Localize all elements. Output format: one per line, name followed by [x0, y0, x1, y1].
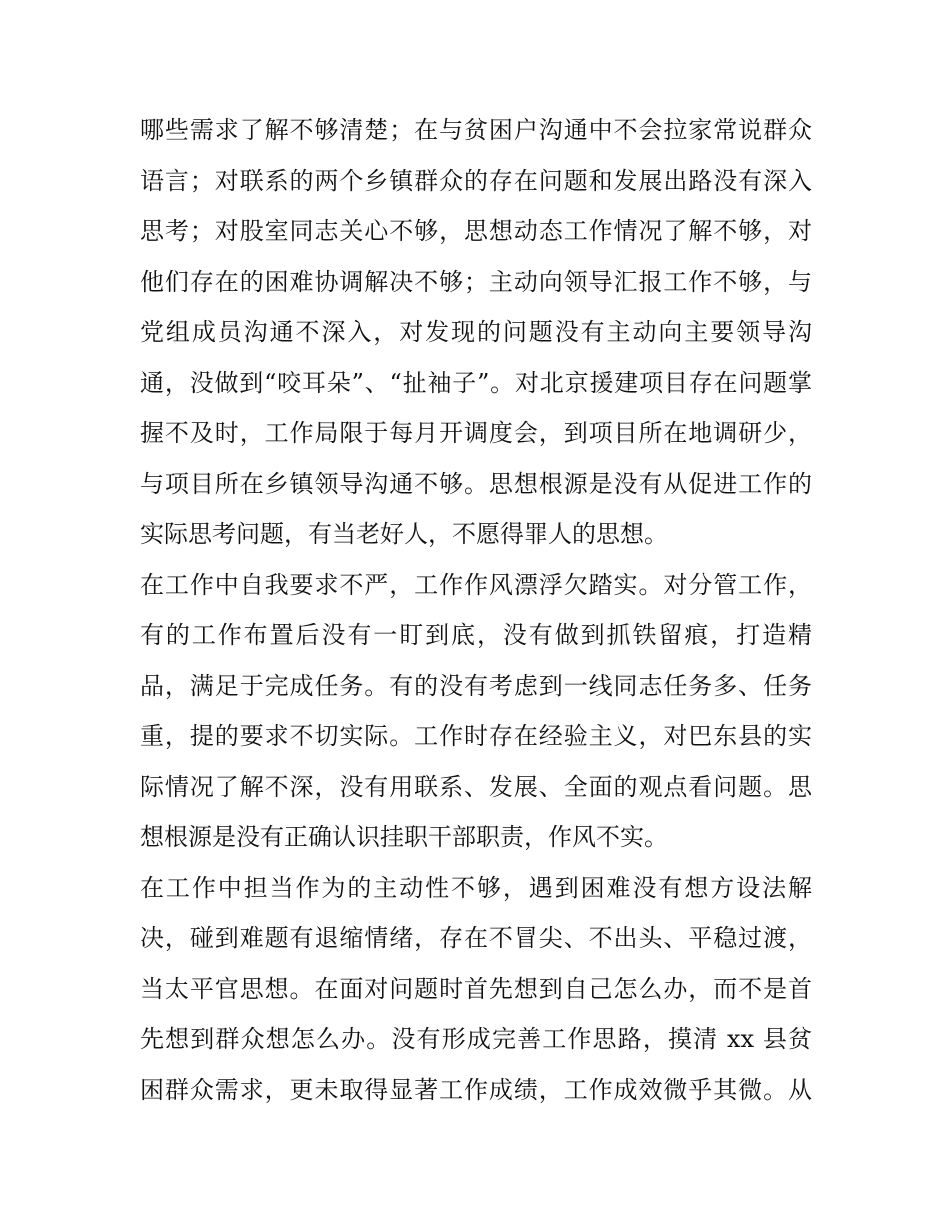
text-line: 际情况了解不深，没有用联系、发展、全面的观点看问题。思 [140, 772, 812, 801]
text-line: 哪些需求了解不够清楚；在与贫困户沟通中不会拉家常说群众 [140, 116, 812, 144]
text-line: 当太平官思想。在面对问题时首先想到自己怎么办，而不是首 [140, 974, 812, 1003]
text-line: 在工作中担当作为的主动性不够，遇到困难没有想方设法解 [140, 873, 812, 902]
text-line: 有的工作布置后没有一盯到底，没有做到抓铁留痕，打造精 [140, 621, 812, 649]
text-line: 先想到群众想怎么办。没有形成完善工作思路，摸清 xx 县贫 [140, 1025, 812, 1053]
text-line: 重，提的要求不切实际。工作时存在经验主义，对巴东县的实 [140, 722, 812, 750]
text-line: 想根源是没有正确认识挂职干部职责，作风不实。 [140, 823, 668, 851]
text-line: 他们存在的困难协调解决不够；主动向领导汇报工作不够，与 [140, 267, 812, 296]
text-line: 思考；对股室同志关心不够，思想动态工作情况了解不够，对 [140, 217, 812, 245]
text-line: 在工作中自我要求不严，工作作风漂浮欠踏实。对分管工作， [140, 570, 812, 599]
body-text [140, 105, 812, 1115]
text-line: 语言；对联系的两个乡镇群众的存在问题和发展出路没有深入 [140, 166, 812, 195]
text-line: 握不及时，工作局限于每月开调度会，到项目所在地调研少， [140, 419, 812, 447]
text-line: 与项目所在乡镇领导沟通不够。思想根源是没有从促进工作的 [140, 469, 812, 498]
text-line: 困群众需求，更未取得显著工作成绩，工作成效微乎其微。从 [140, 1075, 812, 1104]
text-line: 决，碰到难题有退缩情绪，存在不冒尖、不出头、平稳过渡， [140, 924, 812, 952]
text-line: 党组成员沟通不深入，对发现的问题没有主动向主要领导沟 [140, 318, 812, 346]
text-line: 实际思考问题，有当老好人，不愿得罪人的思想。 [140, 520, 668, 548]
text-line: 通，没做到“咬耳朵”、“扯袖子”。对北京援建项目存在问题掌 [140, 368, 812, 397]
text-line: 品，满足于完成任务。有的没有考虑到一线同志任务多、任务 [140, 671, 812, 700]
